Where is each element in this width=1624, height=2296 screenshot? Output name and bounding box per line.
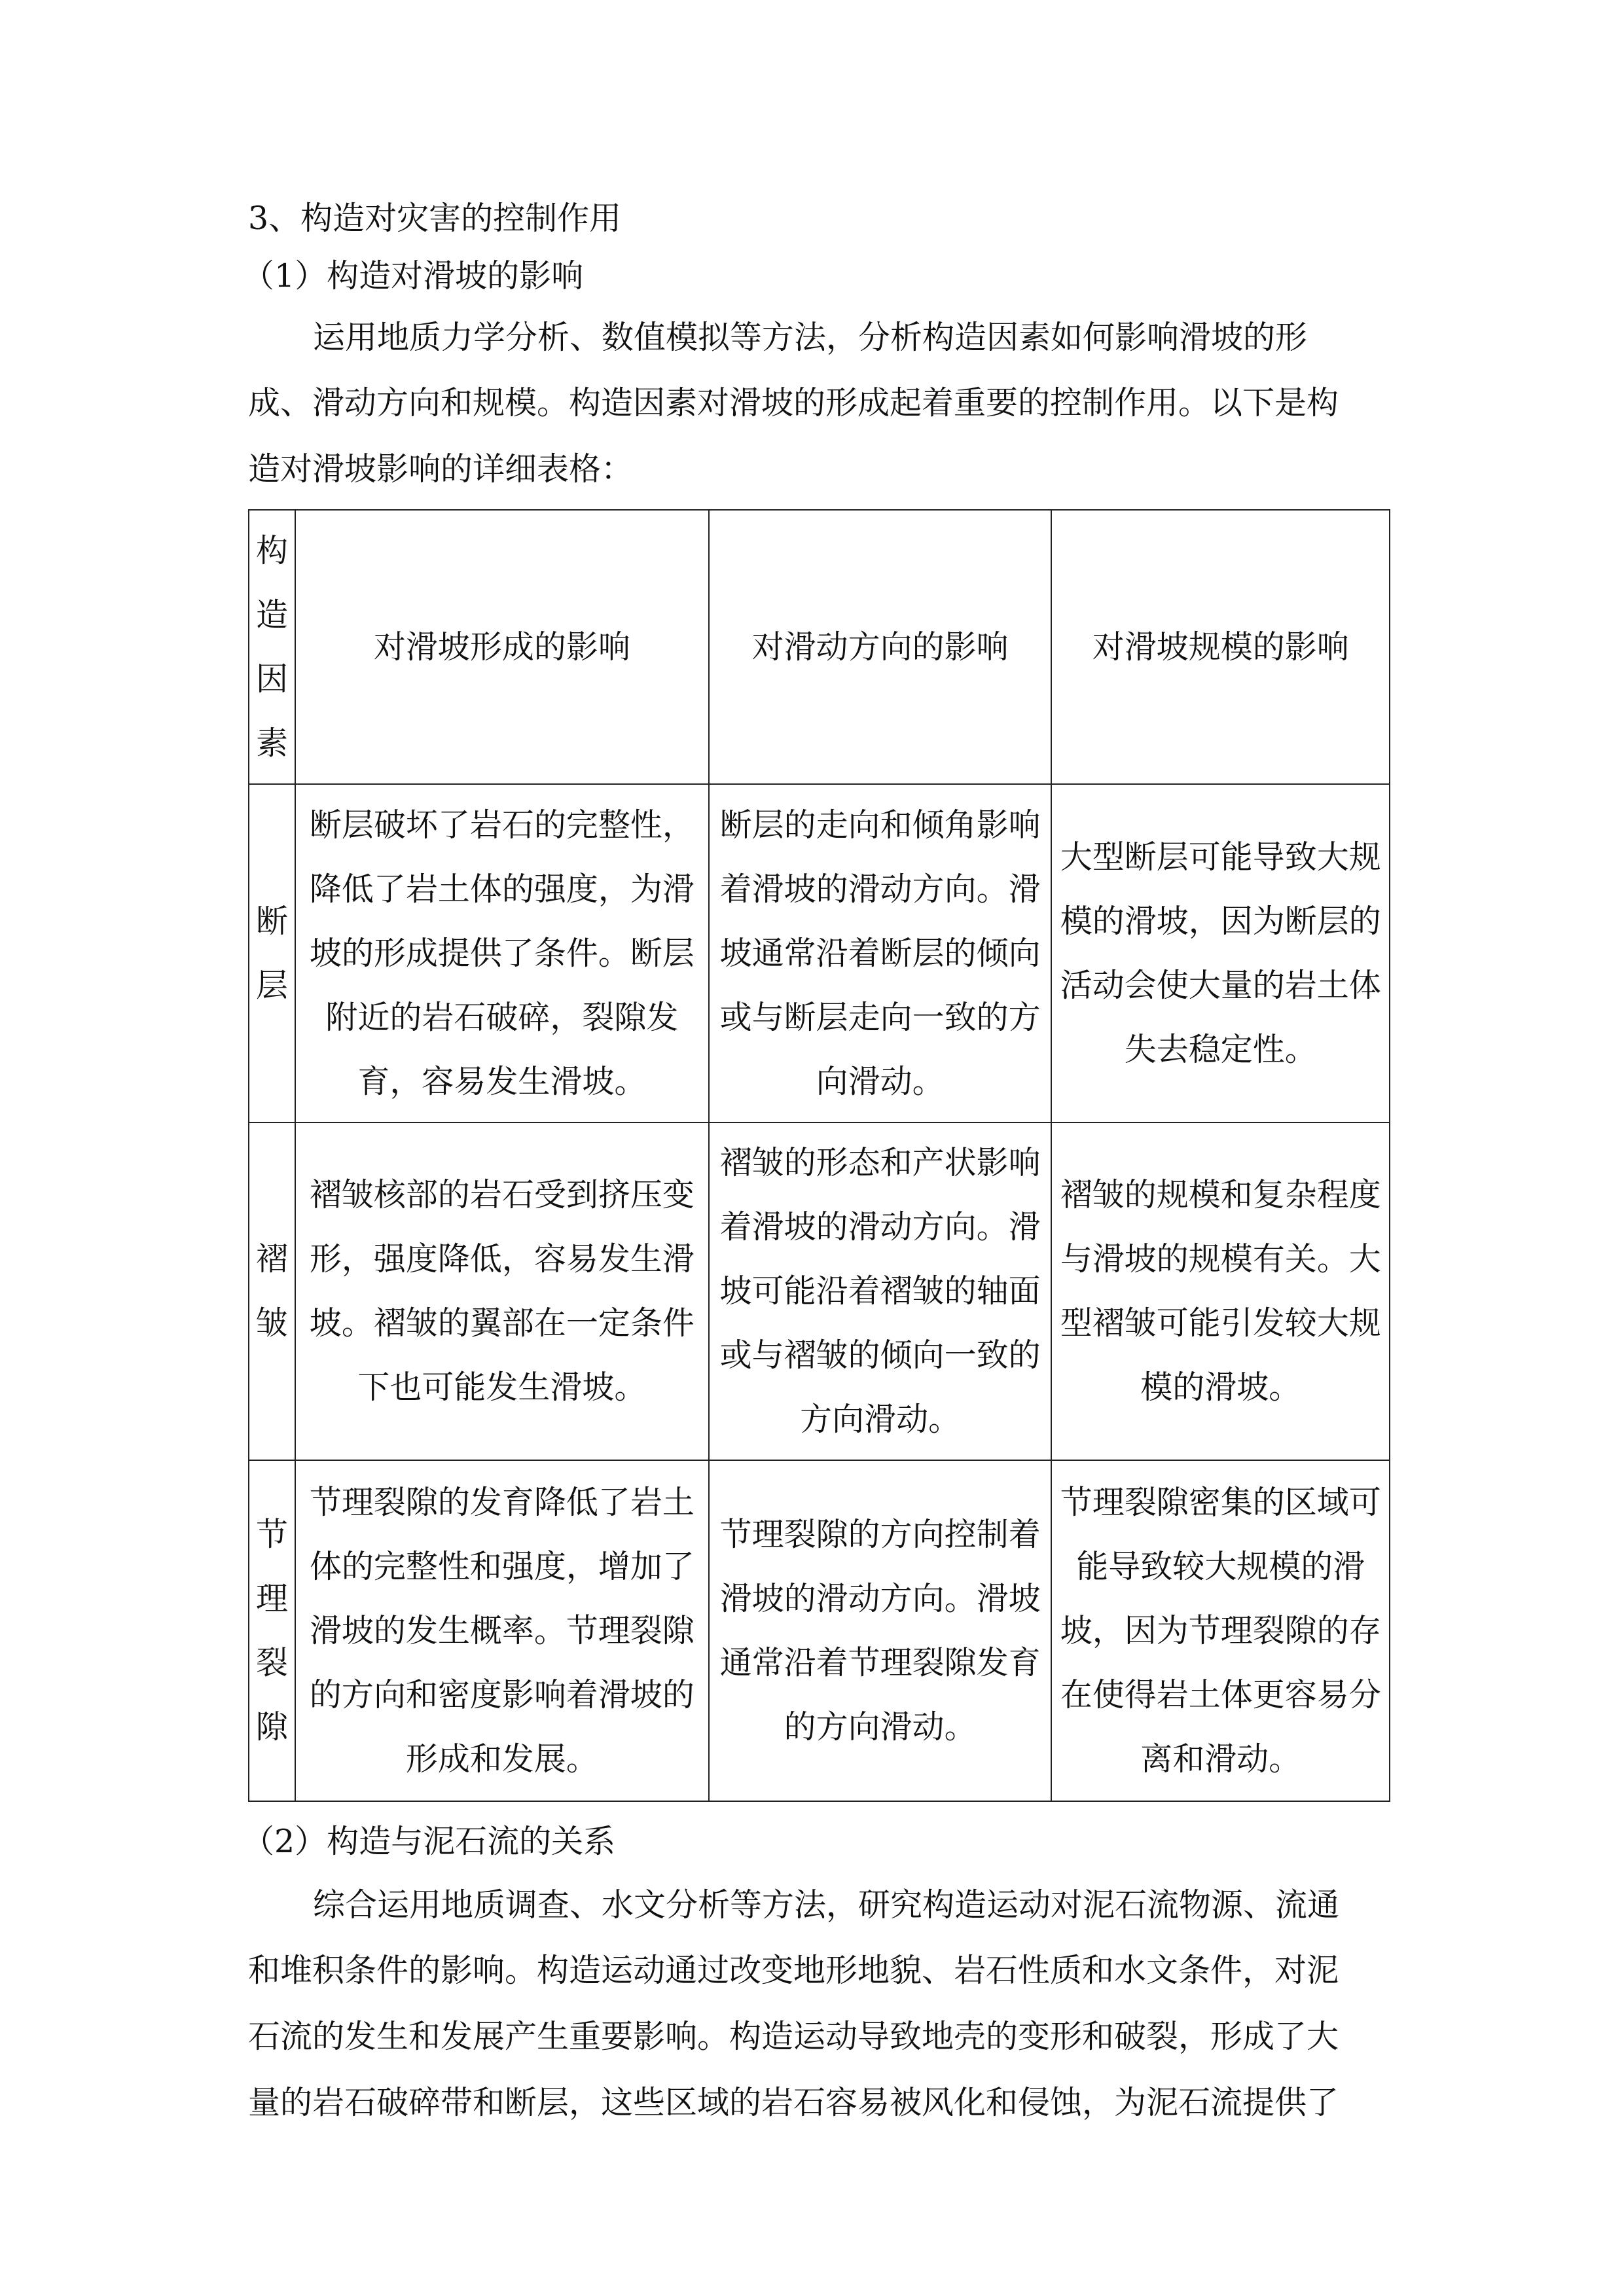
section-title: 3、构造对灾害的控制作用	[248, 200, 622, 237]
cell-text-line: 坡的形成提供了条件。断层	[309, 934, 695, 972]
cell-text-line: 的方向和密度影响着滑坡的	[309, 1676, 695, 1713]
direction-cell	[709, 784, 1052, 1122]
paragraph-line: 量的岩石破碎带和断层，这些区域的岩石容易被风化和侵蚀，为泥石流提供了	[248, 2084, 1339, 2121]
cell-text-line: 附近的岩石破碎，裂隙发	[325, 998, 679, 1036]
cell-text-line: 大型断层可能导致大规	[1060, 838, 1381, 876]
formation-cell	[295, 784, 709, 1122]
cell-text-line: 坡。褶皱的翼部在一定条件	[309, 1304, 695, 1342]
cell-text-line: 降低了岩土体的强度，为滑	[309, 870, 695, 908]
subsection-title-debris-flow: （2）构造与泥石流的关系	[242, 1823, 616, 1860]
cell-text-line: 能导致较大规模的滑	[1076, 1547, 1365, 1585]
scale-cell	[1051, 784, 1390, 1122]
cell-text-line: 因	[256, 660, 289, 698]
cell-text-line: 断层的走向和倾角影响	[719, 806, 1041, 844]
cell-text-line: 形成和发展。	[405, 1740, 598, 1778]
scale-cell	[1051, 1122, 1390, 1460]
cell-text-line: 模的滑坡，因为断层的	[1060, 902, 1381, 940]
cell-text-line: 层	[256, 966, 289, 1004]
cell-text-line: 理	[256, 1579, 289, 1617]
header-cell	[1051, 510, 1390, 784]
cell-text-line: 与滑坡的规模有关。大	[1060, 1240, 1381, 1278]
cell-text-line: 通常沿着节理裂隙发育	[719, 1643, 1041, 1681]
cell-text-line: 活动会使大量的岩土体	[1060, 966, 1381, 1004]
cell-text-line: 坡可能沿着褶皱的轴面	[719, 1272, 1041, 1310]
cell-text-line: 方向滑动。	[800, 1401, 961, 1438]
cell-text-line: 型褶皱可能引发较大规	[1060, 1304, 1381, 1342]
header-cell	[249, 510, 295, 784]
paragraph-line: 和堆积条件的影响。构造运动通过改变地形地貌、岩石性质和水文条件，对泥	[248, 1952, 1339, 1989]
cell-text-line: 节理裂隙的方向控制着	[719, 1515, 1041, 1553]
cell-text-line: 断层破坏了岩石的完整性，	[309, 806, 695, 844]
cell-text-line: 对滑坡形成的影响	[373, 628, 630, 666]
cell-text-line: 裂	[256, 1643, 289, 1681]
cell-text-line: 离和滑动。	[1140, 1740, 1301, 1778]
cell-text-line: 构	[256, 531, 289, 569]
cell-text-line: 滑坡的滑动方向。滑坡	[719, 1579, 1041, 1617]
cell-text-line: 或与褶皱的倾向一致的	[719, 1336, 1041, 1374]
cell-text-line: 节理裂隙密集的区域可	[1060, 1483, 1381, 1521]
header-cell	[709, 510, 1052, 784]
table-row	[249, 784, 1390, 1122]
cell-text-line: 节理裂隙的发育降低了岩土	[309, 1483, 695, 1521]
cell-text-line: 滑坡的发生概率。节理裂隙	[309, 1611, 695, 1649]
cell-text-line: 褶皱的规模和复杂程度	[1060, 1176, 1381, 1213]
cell-text-line: 失去稳定性。	[1124, 1030, 1317, 1068]
cell-text-line: 坡，因为节理裂隙的存	[1060, 1611, 1381, 1649]
table-row	[249, 1460, 1390, 1801]
cell-text-line: 对滑坡规模的影响	[1092, 628, 1349, 666]
cell-text-line: 坡通常沿着断层的倾向	[719, 934, 1041, 972]
direction-cell	[709, 1460, 1052, 1801]
cell-text-line: 皱	[256, 1304, 289, 1342]
cell-text-line: 对滑动方向的影响	[751, 628, 1009, 666]
table-row	[249, 1122, 1390, 1460]
cell-text-line: 着滑坡的滑动方向。滑	[719, 1208, 1041, 1246]
cell-text-line: 向滑动。	[816, 1062, 945, 1100]
paragraph-line: 综合运用地质调查、水文分析等方法，研究构造运动对泥石流物源、流通	[313, 1886, 1340, 1924]
header-row	[249, 510, 1390, 784]
cell-text-line: 隙	[256, 1708, 289, 1746]
cell-text-line: 褶	[256, 1240, 289, 1278]
cell-text-line: 褶皱核部的岩石受到挤压变	[309, 1176, 695, 1213]
cell-text-line: 或与断层走向一致的方	[719, 998, 1041, 1036]
cell-text-line: 形，强度降低，容易发生滑	[309, 1240, 695, 1278]
cell-text-line: 育，容易发生滑坡。	[357, 1062, 647, 1100]
cell-text-line: 下也可能发生滑坡。	[357, 1369, 647, 1406]
scale-cell	[1051, 1460, 1390, 1801]
cell-text-line: 节	[256, 1515, 289, 1553]
cell-text-line: 在使得岩土体更容易分	[1060, 1676, 1381, 1713]
formation-cell	[295, 1460, 709, 1801]
paragraph-line: 运用地质力学分析、数值模拟等方法，分析构造因素如何影响滑坡的形	[313, 319, 1308, 356]
factor-cell	[249, 784, 295, 1122]
paragraph-line: 造对滑坡影响的详细表格：	[248, 450, 634, 488]
paragraph-line: 石流的发生和发展产生重要影响。构造运动导致地壳的变形和破裂，形成了大	[248, 2018, 1339, 2055]
cell-text-line: 素	[256, 724, 289, 762]
cell-text-line: 造	[256, 596, 289, 634]
direction-cell	[709, 1122, 1052, 1460]
subsection-title-landslide: （1）构造对滑坡的影响	[242, 257, 584, 295]
header-cell	[295, 510, 709, 784]
cell-text-line: 的方向滑动。	[784, 1708, 977, 1746]
factor-cell	[249, 1460, 295, 1801]
cell-text-line: 体的完整性和强度，增加了	[309, 1547, 695, 1585]
cell-text-line: 断	[256, 902, 289, 940]
cell-text-line: 着滑坡的滑动方向。滑	[719, 870, 1041, 908]
cell-text-line: 模的滑坡。	[1140, 1369, 1301, 1406]
structure-landslide-table	[248, 509, 1390, 1802]
formation-cell	[295, 1122, 709, 1460]
paragraph-line: 成、滑动方向和规模。构造因素对滑坡的形成起着重要的控制作用。以下是构	[248, 384, 1339, 422]
cell-text-line: 褶皱的形态和产状影响	[719, 1144, 1041, 1181]
factor-cell	[249, 1122, 295, 1460]
